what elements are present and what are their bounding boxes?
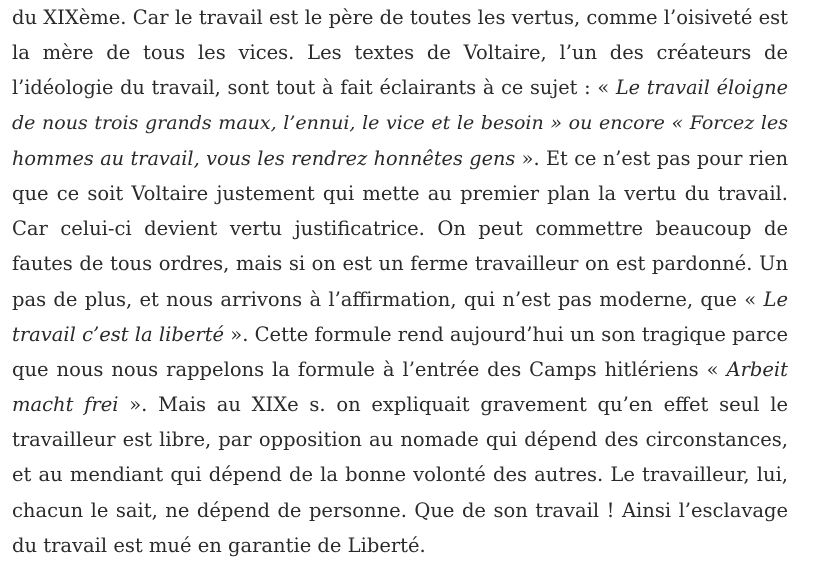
- text-segment: travailleur est libre, par opposition au nomade qui dépend des circonstances,: [12, 428, 788, 452]
- italic-quote-segment: Arbeit: [726, 357, 788, 381]
- body-paragraph: [12, 0, 788, 563]
- text-line: [12, 0, 788, 35]
- text-line: [12, 493, 788, 528]
- text-line: [12, 528, 788, 563]
- text-line: [12, 352, 788, 387]
- italic-quote-segment: de nous trois grands maux, l’ennui, le vice et le besoin » ou encore « Forcez les: [12, 111, 788, 134]
- text-segment: du XIXème. Car le travail est le père de toutes les vertus, comme l’oisiveté est: [12, 6, 788, 29]
- text-line: [12, 35, 788, 70]
- italic-quote-segment: Le: [763, 287, 788, 311]
- italic-quote-segment: Le travail éloigne: [615, 76, 788, 100]
- text-line: [12, 422, 788, 457]
- text-segment: l’idéologie du travail, sont tout à fait éclairants à ce sujet : «: [12, 76, 616, 100]
- text-line: [12, 317, 788, 352]
- text-line: [12, 211, 788, 246]
- text-segment: chacun le sait, ne dépend de personne. Que de son travail ! Ainsi l’esclavage: [12, 498, 788, 522]
- text-line: [12, 106, 788, 141]
- text-segment: ». Et ce n’est pas pour rien: [515, 146, 788, 170]
- italic-quote-segment: travail c’est la liberté: [12, 322, 225, 346]
- text-segment: ». Cette formule rend aujourd’hui un son tragique parce: [224, 322, 788, 346]
- text-line: [12, 141, 788, 176]
- italic-quote-segment: macht frei: [12, 393, 119, 417]
- text-line: [12, 246, 788, 281]
- text-line: [12, 387, 788, 422]
- text-segment: que nous nous rappelons la formule à l’entrée des Camps hitlériens «: [12, 357, 727, 381]
- text-segment: du travail est mué en garantie de Liberté.: [12, 533, 426, 557]
- text-segment: Car celui-ci devient vertu justificatrice. On peut commettre beaucoup de: [12, 217, 788, 241]
- text-segment: que ce soit Voltaire justement qui mette au premier plan la vertu du travail.: [12, 181, 788, 205]
- text-segment: la mère de tous les vices. Les textes de Voltaire, l’un des créateurs de: [12, 41, 788, 65]
- text-segment: fautes de tous ordres, mais si on est un ferme travailleur on est pardonné. Un: [12, 252, 788, 276]
- text-line: [12, 457, 788, 492]
- italic-quote-segment: hommes au travail, vous les rendrez honnêtes gens: [12, 146, 516, 170]
- text-line: [12, 70, 788, 105]
- text-line: [12, 176, 788, 211]
- text-segment: pas de plus, et nous arrivons à l’affirmation, qui n’est pas moderne, que «: [12, 287, 764, 311]
- text-segment: et au mendiant qui dépend de la bonne volonté des autres. Le travailleur, lui,: [12, 463, 788, 487]
- text-segment: ». Mais au XIXe s. on expliquait gravement qu’en effet seul le: [118, 393, 788, 417]
- text-line: [12, 282, 788, 317]
